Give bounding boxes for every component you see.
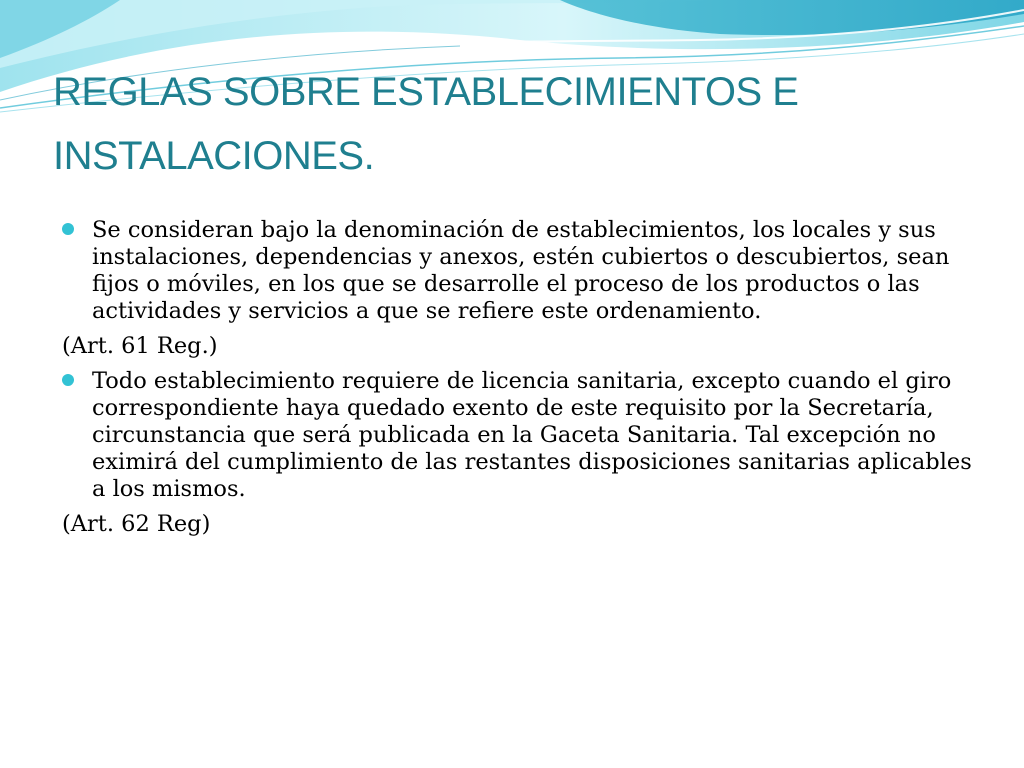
slide-title-line-2: INSTALACIONES. [53, 134, 375, 178]
bullet-dot-icon [62, 223, 74, 235]
bullet-text: Se consideran bajo la denominación de establecimientos, los locales y sus instalaciones, dependencias y anexos, estén cubiertos o descubiertos, sean fijos o móviles, en los que se desarrolle el proceso de los productos o las actividades y servicios a que se refiere este ordenamiento. [92, 217, 950, 324]
slide-title-line-1: REGLAS SOBRE ESTABLECIMIENTOS E [53, 70, 799, 114]
article-reference: (Art. 61 Reg.) [62, 333, 218, 359]
bullet-text: Todo establecimiento requiere de licencia sanitaria, excepto cuando el giro correspondiente haya quedado exento de este requisito por la Secretaría, circunstancia que será publicada en la Gaceta Sanitaria. Tal excepción no eximirá del cumplimiento de las restantes disposiciones sanitarias aplicables a los mismos. [92, 368, 972, 502]
slide-body [62, 217, 972, 546]
bullet-item [62, 368, 972, 503]
bullet-dot-icon [62, 374, 74, 386]
slide-title [53, 60, 993, 188]
bullet-item [62, 217, 972, 325]
article-reference: (Art. 62 Reg) [62, 511, 211, 537]
